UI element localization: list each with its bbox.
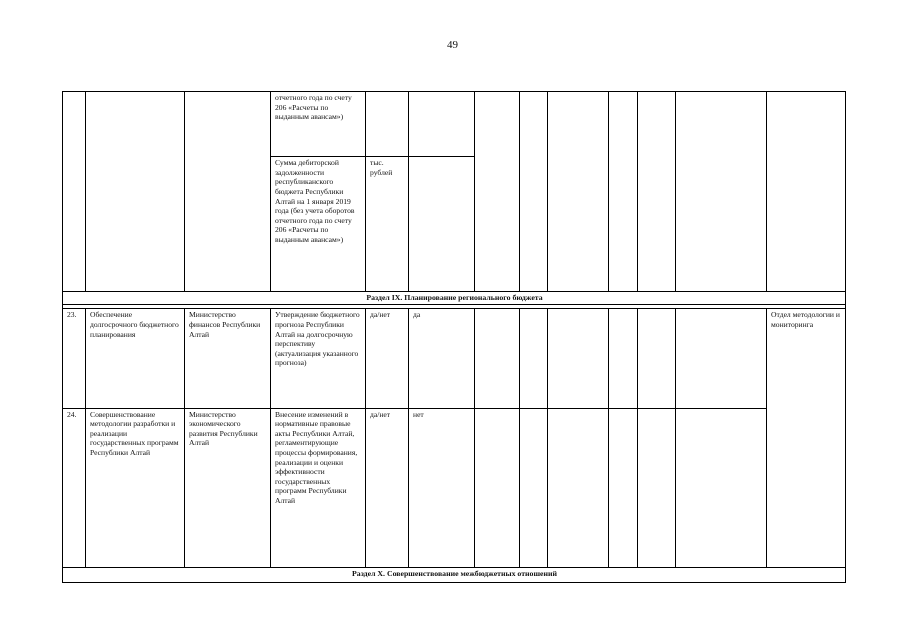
table-cell: [520, 309, 548, 408]
page-number: 49: [447, 39, 458, 51]
measure-cell: Совершенствование методологии разработки и реализации государственных программ Республики Алтай: [86, 408, 185, 567]
table-cell: [475, 309, 520, 408]
row-number: 24.: [63, 408, 86, 567]
row-number: 23.: [63, 309, 86, 408]
table-cell: [63, 92, 86, 292]
unit-cell: тыс. рублей: [366, 157, 409, 292]
value-cell: нет: [409, 408, 475, 567]
unit-cell: да/нет: [366, 408, 409, 567]
table-cell: [676, 408, 767, 567]
table-cell: [520, 408, 548, 567]
indicator-cell: Внесение изменений в нормативные правовые акты Республики Алтай, регламентирующие процессы формирования, реализации и оценки эффективности государственных программ Республики Алтай: [271, 408, 366, 567]
table-cell: [638, 408, 676, 567]
executor-cell: Министерство экономического развития Республики Алтай: [185, 408, 271, 567]
table-cell: [638, 309, 676, 408]
table-cell: [548, 309, 609, 408]
section-heading: Раздел X. Совершенствование межбюджетных отношений: [63, 567, 846, 582]
table-cell: [409, 92, 475, 157]
table-cell: [676, 92, 767, 292]
table-cell: [609, 408, 638, 567]
table-cell: [475, 408, 520, 567]
table-row: [63, 408, 846, 567]
table-cell: [86, 92, 185, 292]
table-row: [63, 309, 846, 408]
section-heading: Раздел IX. Планирование регионального бюджета: [63, 292, 846, 305]
table-cell: [638, 92, 676, 292]
table-row: [63, 92, 846, 157]
table-cell: [475, 92, 520, 292]
table-cell: [409, 157, 475, 292]
table-cell: [520, 92, 548, 292]
table-cell: [548, 408, 609, 567]
executor-cell: Министерство финансов Республики Алтай: [185, 309, 271, 408]
table-cell: [185, 92, 271, 292]
table-cell: [676, 309, 767, 408]
table-cell: [366, 92, 409, 157]
table-cell: [609, 92, 638, 292]
plan-table: [62, 91, 846, 583]
indicator-cell: Утверждение бюджетного прогноза Республики Алтай на долгосрочную перспективу (актуализация указанного прогноза): [271, 309, 366, 408]
section-row: [63, 567, 846, 582]
measure-cell: Обеспечение долгосрочного бюджетного планирования: [86, 309, 185, 408]
unit-cell: да/нет: [366, 309, 409, 408]
indicator-cell: отчетного года по счету 206 «Расчеты по выданным авансам»): [271, 92, 366, 157]
table-cell: [767, 92, 846, 292]
table-cell: [609, 309, 638, 408]
value-cell: да: [409, 309, 475, 408]
responsible-cell: Отдел методологии и мониторинга: [767, 309, 846, 568]
indicator-cell: Сумма дебиторской задолженности республиканского бюджета Республики Алтай на 1 января 2019 года (без учета оборотов отчетного года по счету 206 «Расчеты по выданным авансам»): [271, 157, 366, 292]
section-row: [63, 292, 846, 305]
table-cell: [548, 92, 609, 292]
